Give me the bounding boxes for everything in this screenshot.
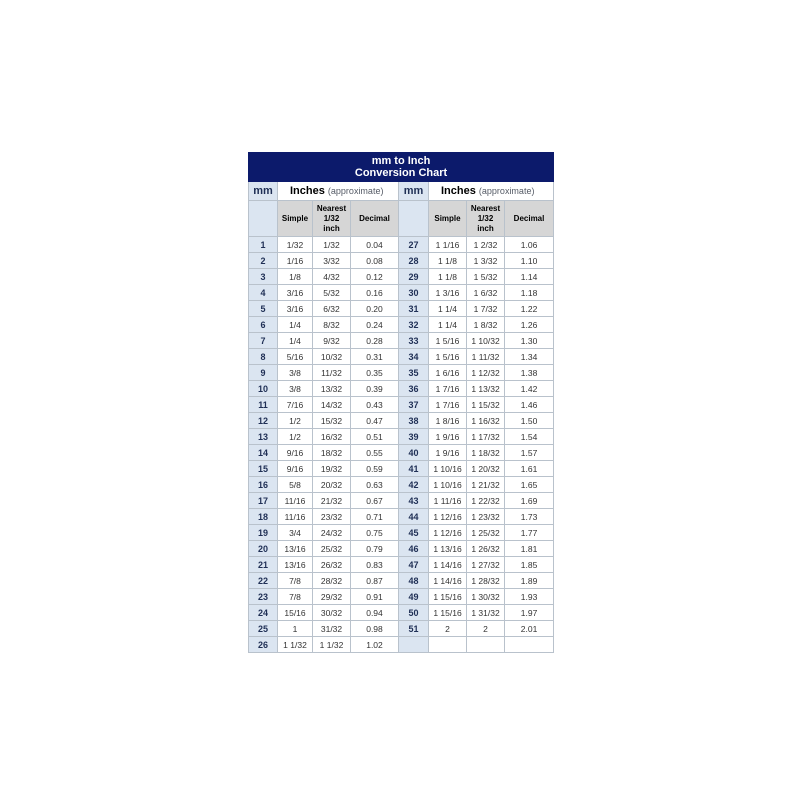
nearest-cell: 1 12/32 [467,365,505,381]
simple-cell: 1 1/32 [278,637,313,653]
nearest-cell: 1 30/32 [467,589,505,605]
simple-cell: 1/32 [278,237,313,253]
simple-cell: 1 5/16 [429,349,467,365]
mm-cell: 22 [249,573,278,589]
table-row [249,349,554,365]
nearest-cell: 1 15/32 [467,397,505,413]
nearest-column-header [467,201,505,237]
mm-cell: 47 [399,557,429,573]
table-row [249,237,554,253]
mm-cell: 11 [249,397,278,413]
table-row [249,509,554,525]
table-row [249,317,554,333]
nearest-cell: 2 [467,621,505,637]
conversion-chart [248,152,553,653]
mm-cell: 21 [249,557,278,573]
mm-cell: 10 [249,381,278,397]
decimal-cell: 1.34 [505,349,554,365]
table-row [249,621,554,637]
mm-cell: 14 [249,445,278,461]
decimal-cell: 1.06 [505,237,554,253]
mm-cell: 25 [249,621,278,637]
table-row [249,397,554,413]
mm-cell: 18 [249,509,278,525]
nearest-cell: 23/32 [313,509,351,525]
decimal-cell: 2.01 [505,621,554,637]
decimal-cell: 1.18 [505,285,554,301]
table-row [249,589,554,605]
chart-title [249,153,554,182]
table-row [249,429,554,445]
decimal-cell: 0.55 [351,445,399,461]
table-row [249,253,554,269]
nearest-cell: 29/32 [313,589,351,605]
simple-cell: 1 10/16 [429,477,467,493]
mm-cell: 49 [399,589,429,605]
decimal-cell: 0.91 [351,589,399,605]
decimal-column-header: Decimal [505,201,554,237]
decimal-cell: 0.47 [351,413,399,429]
nearest-cell: 1 13/32 [467,381,505,397]
nearest-label-line-1: Nearest [470,203,501,213]
simple-cell: 1 9/16 [429,429,467,445]
nearest-cell: 1 8/32 [467,317,505,333]
inches-label: Inches [290,185,325,197]
inches-header-left [278,182,399,201]
mm-cell: 27 [399,237,429,253]
mm-cell: 29 [399,269,429,285]
mm-cell: 30 [399,285,429,301]
simple-cell: 1 1/8 [429,269,467,285]
mm-cell: 40 [399,445,429,461]
decimal-cell: 1.46 [505,397,554,413]
chart-title-line-1: mm to Inch [371,155,431,167]
nearest-cell: 19/32 [313,461,351,477]
simple-cell: 1 5/16 [429,333,467,349]
mm-cell: 31 [399,301,429,317]
decimal-cell: 1.69 [505,493,554,509]
nearest-cell: 13/32 [313,381,351,397]
decimal-cell: 0.39 [351,381,399,397]
simple-cell: 1/8 [278,269,313,285]
decimal-cell: 1.02 [351,637,399,653]
nearest-cell: 1 20/32 [467,461,505,477]
mm-cell: 48 [399,573,429,589]
nearest-cell: 16/32 [313,429,351,445]
mm-cell: 28 [399,253,429,269]
simple-cell: 1 9/16 [429,445,467,461]
mm-cell: 9 [249,365,278,381]
inches-label: Inches [441,185,476,197]
decimal-cell: 1.97 [505,605,554,621]
nearest-cell: 1 3/32 [467,253,505,269]
simple-cell: 1/16 [278,253,313,269]
simple-cell: 9/16 [278,461,313,477]
simple-cell: 1/2 [278,413,313,429]
table-row [249,573,554,589]
simple-cell: 11/16 [278,493,313,509]
table-row [249,541,554,557]
table-row [249,413,554,429]
nearest-cell: 1 17/32 [467,429,505,445]
simple-cell: 1 [278,621,313,637]
mm-cell: 46 [399,541,429,557]
nearest-cell: 1 11/32 [467,349,505,365]
decimal-cell: 0.16 [351,285,399,301]
simple-column-header: Simple [278,201,313,237]
mm-cell: 12 [249,413,278,429]
nearest-cell: 1 6/32 [467,285,505,301]
nearest-cell: 1 2/32 [467,237,505,253]
decimal-cell: 0.87 [351,573,399,589]
table-row [249,445,554,461]
decimal-cell: 0.71 [351,509,399,525]
decimal-cell: 1.61 [505,461,554,477]
simple-cell: 7/8 [278,573,313,589]
nearest-label-line-1: Nearest [316,203,347,213]
decimal-cell: 0.28 [351,333,399,349]
table-row [249,461,554,477]
mm-subheader-blank [399,201,429,237]
mm-cell: 15 [249,461,278,477]
table-row [249,477,554,493]
table-row [249,365,554,381]
mm-cell: 37 [399,397,429,413]
mm-cell: 36 [399,381,429,397]
mm-cell: 4 [249,285,278,301]
nearest-cell: 1 22/32 [467,493,505,509]
simple-cell: 2 [429,621,467,637]
mm-cell: 24 [249,605,278,621]
decimal-cell: 1.30 [505,333,554,349]
simple-cell: 7/8 [278,589,313,605]
decimal-cell: 0.83 [351,557,399,573]
decimal-cell: 1.81 [505,541,554,557]
decimal-cell: 0.94 [351,605,399,621]
mm-cell: 50 [399,605,429,621]
decimal-cell: 0.79 [351,541,399,557]
mm-cell: 23 [249,589,278,605]
nearest-cell: 10/32 [313,349,351,365]
table-row [249,269,554,285]
simple-cell: 1 6/16 [429,365,467,381]
nearest-label-line-3: inch [477,223,494,233]
simple-cell: 1/4 [278,333,313,349]
simple-cell: 1 8/16 [429,413,467,429]
nearest-cell: 1 23/32 [467,509,505,525]
simple-cell: 11/16 [278,509,313,525]
nearest-cell: 1 27/32 [467,557,505,573]
decimal-column-header: Decimal [351,201,399,237]
mm-cell: 51 [399,621,429,637]
nearest-cell: 8/32 [313,317,351,333]
simple-cell: 3/16 [278,301,313,317]
nearest-cell: 1 5/32 [467,269,505,285]
conversion-rows [249,237,554,653]
nearest-cell: 30/32 [313,605,351,621]
simple-cell: 13/16 [278,541,313,557]
nearest-cell: 1 26/32 [467,541,505,557]
decimal-cell: 1.50 [505,413,554,429]
decimal-cell: 1.93 [505,589,554,605]
nearest-cell: 28/32 [313,573,351,589]
mm-cell: 39 [399,429,429,445]
simple-cell: 1 12/16 [429,525,467,541]
decimal-cell: 0.24 [351,317,399,333]
decimal-cell: 1.57 [505,445,554,461]
decimal-cell: 1.22 [505,301,554,317]
nearest-cell: 9/32 [313,333,351,349]
table-row [249,301,554,317]
nearest-cell: 5/32 [313,285,351,301]
simple-cell: 1 14/16 [429,557,467,573]
simple-cell: 3/8 [278,365,313,381]
mm-cell: 32 [399,317,429,333]
simple-cell: 1 11/16 [429,493,467,509]
nearest-cell: 15/32 [313,413,351,429]
decimal-cell: 0.12 [351,269,399,285]
nearest-cell: 1 16/32 [467,413,505,429]
mm-subheader-blank [249,201,278,237]
mm-cell: 20 [249,541,278,557]
nearest-cell: 1 1/32 [313,637,351,653]
table-row [249,381,554,397]
nearest-cell: 1 25/32 [467,525,505,541]
decimal-cell: 0.67 [351,493,399,509]
nearest-cell: 3/32 [313,253,351,269]
mm-cell: 2 [249,253,278,269]
decimal-cell: 0.35 [351,365,399,381]
empty-cell [505,637,554,653]
nearest-cell: 31/32 [313,621,351,637]
decimal-cell: 1.85 [505,557,554,573]
simple-cell: 7/16 [278,397,313,413]
simple-cell: 1/2 [278,429,313,445]
simple-cell: 1 14/16 [429,573,467,589]
mm-cell: 1 [249,237,278,253]
chart-title-line-2: Conversion Chart [354,167,448,179]
decimal-cell: 0.08 [351,253,399,269]
simple-cell: 1 3/16 [429,285,467,301]
decimal-cell: 1.14 [505,269,554,285]
decimal-cell: 1.26 [505,317,554,333]
nearest-cell: 1 28/32 [467,573,505,589]
decimal-cell: 1.42 [505,381,554,397]
decimal-cell: 0.43 [351,397,399,413]
nearest-cell: 24/32 [313,525,351,541]
decimal-cell: 1.38 [505,365,554,381]
table-row [249,637,554,653]
table-row [249,285,554,301]
decimal-cell: 0.98 [351,621,399,637]
mm-cell: 5 [249,301,278,317]
mm-column-header-left: mm [249,182,278,201]
decimal-cell: 1.65 [505,477,554,493]
decimal-cell: 0.04 [351,237,399,253]
nearest-cell: 6/32 [313,301,351,317]
inches-header-right [429,182,554,201]
decimal-cell: 0.31 [351,349,399,365]
simple-cell: 15/16 [278,605,313,621]
simple-cell: 3/16 [278,285,313,301]
simple-cell: 1 13/16 [429,541,467,557]
simple-cell: 9/16 [278,445,313,461]
nearest-label-line-2: 1/32 [323,213,340,223]
nearest-cell: 11/32 [313,365,351,381]
mm-cell: 42 [399,477,429,493]
nearest-cell: 26/32 [313,557,351,573]
decimal-cell: 0.63 [351,477,399,493]
mm-cell: 43 [399,493,429,509]
mm-column-header-right: mm [399,182,429,201]
mm-cell: 26 [249,637,278,653]
nearest-cell: 1/32 [313,237,351,253]
simple-cell: 1 1/8 [429,253,467,269]
simple-cell: 1 7/16 [429,397,467,413]
mm-cell: 41 [399,461,429,477]
nearest-label-line-2: 1/32 [477,213,494,223]
conversion-table [248,152,554,653]
nearest-cell: 1 21/32 [467,477,505,493]
nearest-cell: 18/32 [313,445,351,461]
nearest-cell: 1 7/32 [467,301,505,317]
table-row [249,525,554,541]
nearest-cell: 21/32 [313,493,351,509]
mm-cell: 16 [249,477,278,493]
decimal-cell: 0.59 [351,461,399,477]
simple-cell: 1 10/16 [429,461,467,477]
mm-cell: 8 [249,349,278,365]
nearest-cell: 1 18/32 [467,445,505,461]
decimal-cell: 1.89 [505,573,554,589]
mm-cell: 17 [249,493,278,509]
simple-cell: 1 15/16 [429,589,467,605]
nearest-cell: 4/32 [313,269,351,285]
simple-cell: 1 12/16 [429,509,467,525]
nearest-cell: 20/32 [313,477,351,493]
nearest-cell: 1 10/32 [467,333,505,349]
mm-cell: 33 [399,333,429,349]
decimal-cell: 0.75 [351,525,399,541]
mm-cell: 7 [249,333,278,349]
simple-column-header: Simple [429,201,467,237]
decimal-cell: 1.73 [505,509,554,525]
nearest-cell: 1 31/32 [467,605,505,621]
mm-cell: 35 [399,365,429,381]
empty-cell [399,637,429,653]
decimal-cell: 1.10 [505,253,554,269]
nearest-column-header [313,201,351,237]
simple-cell: 1 1/4 [429,317,467,333]
table-row [249,493,554,509]
table-row [249,333,554,349]
mm-cell: 45 [399,525,429,541]
mm-cell: 3 [249,269,278,285]
simple-cell: 5/8 [278,477,313,493]
decimal-cell: 0.20 [351,301,399,317]
simple-cell: 1 15/16 [429,605,467,621]
simple-cell: 1 1/16 [429,237,467,253]
nearest-cell: 14/32 [313,397,351,413]
approximate-note: (approximate) [478,186,535,196]
decimal-cell: 1.77 [505,525,554,541]
mm-cell: 34 [399,349,429,365]
simple-cell: 1/4 [278,317,313,333]
approximate-note: (approximate) [327,186,384,196]
nearest-label-line-3: inch [323,223,340,233]
simple-cell: 5/16 [278,349,313,365]
simple-cell: 3/4 [278,525,313,541]
decimal-cell: 0.51 [351,429,399,445]
simple-cell: 13/16 [278,557,313,573]
simple-cell: 1 7/16 [429,381,467,397]
mm-cell: 38 [399,413,429,429]
mm-cell: 19 [249,525,278,541]
empty-cell [467,637,505,653]
simple-cell: 1 1/4 [429,301,467,317]
empty-cell [429,637,467,653]
mm-cell: 6 [249,317,278,333]
decimal-cell: 1.54 [505,429,554,445]
simple-cell: 3/8 [278,381,313,397]
nearest-cell: 25/32 [313,541,351,557]
mm-cell: 13 [249,429,278,445]
table-row [249,557,554,573]
table-row [249,605,554,621]
mm-cell: 44 [399,509,429,525]
